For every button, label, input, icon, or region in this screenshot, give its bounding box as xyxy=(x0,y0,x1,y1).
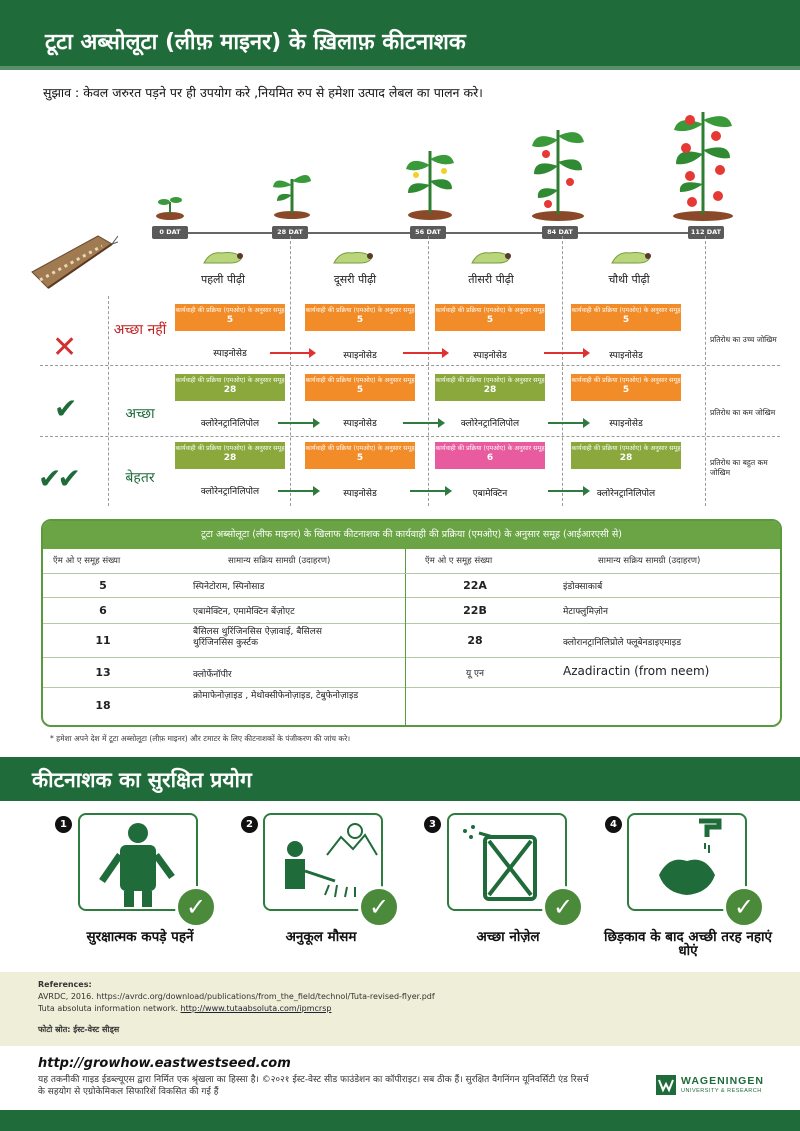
dat-label-56: 56 DAT xyxy=(410,226,446,239)
moa-box xyxy=(175,374,285,401)
approved-check-icon: ✓ xyxy=(175,886,217,928)
flowering-plant-illustration xyxy=(400,145,460,220)
active-ingredient: स्पाइनोसेड xyxy=(609,419,643,429)
moa-box xyxy=(305,442,415,469)
moa-box xyxy=(305,374,415,401)
moa-group-number: 28 xyxy=(619,453,633,464)
moa-group: 11 xyxy=(95,634,111,647)
moa-group: 22A xyxy=(463,579,487,592)
row-divider xyxy=(40,436,780,437)
table-row-line xyxy=(43,687,405,688)
moa-ingredients: एबामेक्टिन, एमामेक्टिन बेंज़ोएट xyxy=(193,607,295,617)
moa-group-number: 6 xyxy=(486,453,494,464)
row-label-good: अच्छा xyxy=(125,406,155,422)
logo-subtitle: UNIVERSITY & RESEARCH xyxy=(681,1088,762,1094)
moa-box xyxy=(571,374,681,401)
moa-box-text: कार्यवाही की प्रक्रिया (एमओए) के अनुसार समूह xyxy=(571,445,681,452)
young-plant-illustration xyxy=(267,165,317,220)
moa-group-number: 5 xyxy=(486,315,494,326)
moa-box xyxy=(305,304,415,331)
moa-box-text: कार्यवाही की प्रक्रिया (एमओए) के अनुसार समूह xyxy=(305,307,415,314)
active-ingredient: स्पाइनोसेड xyxy=(343,489,377,499)
moa-ingredients: बैसिलस थुरिंजिनसिस ऐज़ावाई, बैसिलस थुरिंजिनसिस कुर्स्टक xyxy=(193,627,322,649)
references-title: References: xyxy=(38,980,92,989)
references-panel xyxy=(0,972,800,1046)
active-ingredient: क्लोरेनट्रानिलिपोल xyxy=(200,419,260,429)
moa-group-number: 5 xyxy=(356,315,364,326)
moa-box-text: कार्यवाही की प्रक्रिया (एमओए) के अनुसार समूह xyxy=(571,377,681,384)
risk-label: प्रतिरोध का उच्च जोखिम xyxy=(710,335,777,344)
green-arrow xyxy=(278,422,314,424)
risk-label: प्रतिरोध का बहुत कम जोखिम xyxy=(710,458,768,477)
moa-group-number: 5 xyxy=(226,315,234,326)
registration-note: * हमेशा अपने देश में टूटा अब्सोलूटा (लीफ़ माइनर) और टमाटर के लिए कीटनाशकों के पंजीकरण की जांच करे। xyxy=(50,734,351,743)
active-ingredient: स्पाइनोसेड xyxy=(213,349,247,359)
moa-group-number: 28 xyxy=(223,385,237,396)
safe-use-bar xyxy=(0,757,800,801)
moa-table-heading: टूटा अब्सोलूटा (लीफ माइनर) के खिलाफ कीटनाशक की कार्यवाही की प्रक्रिया (एमओए) के अनुसार समूह (आईआरएसी से) xyxy=(43,521,780,549)
generation-divider xyxy=(428,236,429,506)
moa-group: 22B xyxy=(463,604,487,617)
generation-divider xyxy=(290,236,291,506)
moa-box-text: कार्यवाही की प्रक्रिया (एमओए) के अनुसार समूह xyxy=(571,307,681,314)
moa-box-text: कार्यवाही की प्रक्रिया (एमओए) के अनुसार समूह xyxy=(175,377,285,384)
moa-box xyxy=(571,304,681,331)
photo-credit: फोटो स्रोत: ईस्ट-वेस्ट सीड्स xyxy=(38,1025,120,1034)
table-row-line xyxy=(406,657,782,658)
step-number: 1 xyxy=(55,816,72,833)
table-row-line xyxy=(406,597,782,598)
approved-check-icon: ✓ xyxy=(723,886,765,928)
moa-group: यू एन xyxy=(465,669,485,679)
moa-group: 28 xyxy=(467,634,483,647)
reference-1: AVRDC, 2016. https://avrdc.org/download/publications/from_the_field/technol/Tuta-revised-flyer.pdf xyxy=(38,992,435,1001)
table-row-line xyxy=(43,623,405,624)
moa-box xyxy=(435,374,545,401)
moa-box-text: कार्यवाही की प्रक्रिया (एमओए) के अनुसार समूह xyxy=(435,377,545,384)
page-title: टूटा अब्सोलूटा (लीफ़ माइनर) के ख़िलाफ़ कीटनाशक xyxy=(45,30,466,55)
col-header-group: ऍम ओ ए समूह संख्या xyxy=(425,556,493,566)
check-icon: ✔ xyxy=(54,392,78,425)
active-ingredient: क्लोरेनट्रानिलिपोल xyxy=(460,419,520,429)
dat-label-0: 0 DAT xyxy=(152,226,188,239)
dat-label-84: 84 DAT xyxy=(542,226,578,239)
moa-box xyxy=(435,304,545,331)
step-number: 3 xyxy=(424,816,441,833)
step-number: 4 xyxy=(605,816,622,833)
table-row-line xyxy=(43,573,782,574)
moa-group-number: 5 xyxy=(356,453,364,464)
moa-group: 18 xyxy=(95,699,111,712)
wageningen-logo-mark xyxy=(655,1074,677,1096)
table-column-divider xyxy=(405,549,406,727)
moa-group: 6 xyxy=(99,604,107,617)
moa-ingredients: Azadiractin (from neem) xyxy=(563,664,710,678)
moa-group-number: 28 xyxy=(483,385,497,396)
row-label-better: बेहतर xyxy=(125,470,155,486)
generation-4-label: चौथी पीढ़ी xyxy=(608,273,650,286)
table-row-line xyxy=(43,657,405,658)
moa-group: 13 xyxy=(95,666,111,679)
dat-label-112: 112 DAT xyxy=(688,226,724,239)
caterpillar-icon xyxy=(468,247,514,267)
website-link[interactable]: http://growhow.eastwestseed.com xyxy=(38,1056,291,1071)
moa-box-text: कार्यवाही की प्रक्रिया (एमओए) के अनुसार समूह xyxy=(435,307,545,314)
moa-group-number: 5 xyxy=(622,385,630,396)
moa-ingredients: इंडोक्साकार्ब xyxy=(563,582,603,592)
active-ingredient: स्पाइनोसेड xyxy=(343,419,377,429)
moa-box xyxy=(175,304,285,331)
moa-box-text: कार्यवाही की प्रक्रिया (एमओए) के अनुसार समूह xyxy=(175,445,285,452)
moa-box xyxy=(435,442,545,469)
fruiting-plant-illustration xyxy=(528,126,588,221)
generation-2-label: दूसरी पीढ़ी xyxy=(333,273,377,286)
step-label: सुरक्षात्मक कपड़े पहनें xyxy=(86,929,194,945)
moa-ingredients: क्लोर्फेनॉपीर xyxy=(193,670,232,680)
moa-box-text: कार्यवाही की प्रक्रिया (एमओए) के अनुसार समूह xyxy=(305,445,415,452)
risk-label: प्रतिरोध का कम जोखिम xyxy=(710,408,776,417)
row-label-not-good: अच्छा नहीं xyxy=(113,322,167,338)
moa-table xyxy=(41,519,782,727)
green-arrow xyxy=(548,490,584,492)
moa-box-text: कार्यवाही की प्रक्रिया (एमओए) के अनुसार समूह xyxy=(175,307,285,314)
moa-group: 5 xyxy=(99,579,107,592)
step-label: अनुकूल मौसम xyxy=(285,929,357,945)
approved-check-icon: ✓ xyxy=(358,886,400,928)
green-arrow xyxy=(403,422,439,424)
moa-box-text: कार्यवाही की प्रक्रिया (एमओए) के अनुसार समूह xyxy=(305,377,415,384)
moa-box-text: कार्यवाही की प्रक्रिया (एमओए) के अनुसार समूह xyxy=(435,445,545,452)
active-ingredient: स्पाइनोसेड xyxy=(609,351,643,361)
active-ingredient: स्पाइनोसेड xyxy=(343,351,377,361)
step-label: अच्छा नोज़ेल xyxy=(476,929,540,945)
reference-2-text: Tuta absoluta information network. xyxy=(38,1004,181,1013)
moa-ingredients: मेटाफ्लुमिज़ोन xyxy=(563,607,609,617)
logo-name: WAGENINGEN xyxy=(681,1075,764,1087)
moa-ingredients: क्लोरानट्रानिलिप्रोले फ्लूबेनडाइएमाइड xyxy=(563,638,682,648)
title-bar xyxy=(0,0,800,70)
mature-plant-illustration xyxy=(668,108,738,221)
row-divider xyxy=(40,365,780,366)
title-rule xyxy=(0,66,800,70)
col-header-group: ऍम ओ ए समूह संख्या xyxy=(53,556,121,566)
green-arrow xyxy=(278,490,314,492)
active-ingredient: एबामेक्टिन xyxy=(472,489,508,499)
generation-divider xyxy=(705,236,706,506)
green-arrow xyxy=(548,422,584,424)
moa-box xyxy=(175,442,285,469)
moa-group-number: 5 xyxy=(622,315,630,326)
step-label: छिड़काव के बाद अच्छी तरह नहाएं धोएं xyxy=(603,929,773,960)
seedling-illustration xyxy=(150,190,190,220)
dat-label-28: 28 DAT xyxy=(272,226,308,239)
moa-group-number: 5 xyxy=(356,385,364,396)
red-arrow xyxy=(544,352,584,354)
red-arrow xyxy=(403,352,443,354)
green-arrow xyxy=(410,490,446,492)
step-number: 2 xyxy=(241,816,258,833)
caterpillar-icon xyxy=(330,247,376,267)
table-row-line xyxy=(406,687,782,688)
approved-check-icon: ✓ xyxy=(542,886,584,928)
active-ingredient: स्पाइनोसेड xyxy=(473,351,507,361)
row-divider xyxy=(108,296,109,506)
active-ingredient: क्लोरेनट्रानिलिपोल xyxy=(200,487,260,497)
caterpillar-icon xyxy=(200,247,246,267)
reference-2-link[interactable]: http://www.tutaabsoluta.com/ipmcrsp xyxy=(180,1004,332,1013)
reference-2 xyxy=(38,1004,331,1013)
caterpillar-icon xyxy=(608,247,654,267)
moa-ingredients: क्रोमाफेनोज़ाइड , मेथोक्सीफेनोज़ाइड, टेबुफेनोज़ाइड xyxy=(193,691,359,701)
col-header-ai: सामान्य सक्रिय सामग्री (उदाहरण) xyxy=(228,556,331,566)
generation-1-label: पहली पीढ़ी xyxy=(200,273,246,286)
moth-illustration xyxy=(28,232,118,292)
cross-icon: ✕ xyxy=(52,330,78,365)
wageningen-logo xyxy=(655,1072,775,1100)
red-arrow xyxy=(270,352,310,354)
moa-group-number: 28 xyxy=(223,453,237,464)
advice-text: सुझाव : केवल जरुरत पड़ने पर ही उपयोग करे ,नियमित रुप से हमेशा उत्पाद लेबल का पालन करे। xyxy=(43,85,483,100)
moa-box xyxy=(571,442,681,469)
table-row-line xyxy=(406,623,782,624)
col-header-ai: सामान्य सक्रिय सामग्री (उदाहरण) xyxy=(598,556,701,566)
active-ingredient: क्लोरेनट्रानिलिपोल xyxy=(596,489,656,499)
safe-use-heading: कीटनाशक का सुरक्षित प्रयोग xyxy=(32,768,252,792)
generation-3-label: तीसरी पीढ़ी xyxy=(468,273,514,286)
generation-divider xyxy=(562,236,563,506)
disclaimer-text: यह तकनीकी गाइड ईडब्ल्यूएस द्वारा निर्मित एक श्रृंखला का हिस्सा है। ©२०२१ ईस्ट-वेस्ट सीड फाउंडेशन का कॉपीराइट। सब ठीक हैं। सुरक्षित वैगनिंगन यूनिवर्सिटी एंड रिसर्च के सहयोग से एग्रोकेमिकल सिफारिशें विकसित की गई हैं xyxy=(38,1075,589,1098)
moa-ingredients: स्पिनेटोराम, स्पिनोसाड xyxy=(193,582,265,592)
table-row-line xyxy=(43,597,405,598)
double-check-icon: ✔✔ xyxy=(38,462,77,495)
bottom-bar xyxy=(0,1110,800,1131)
